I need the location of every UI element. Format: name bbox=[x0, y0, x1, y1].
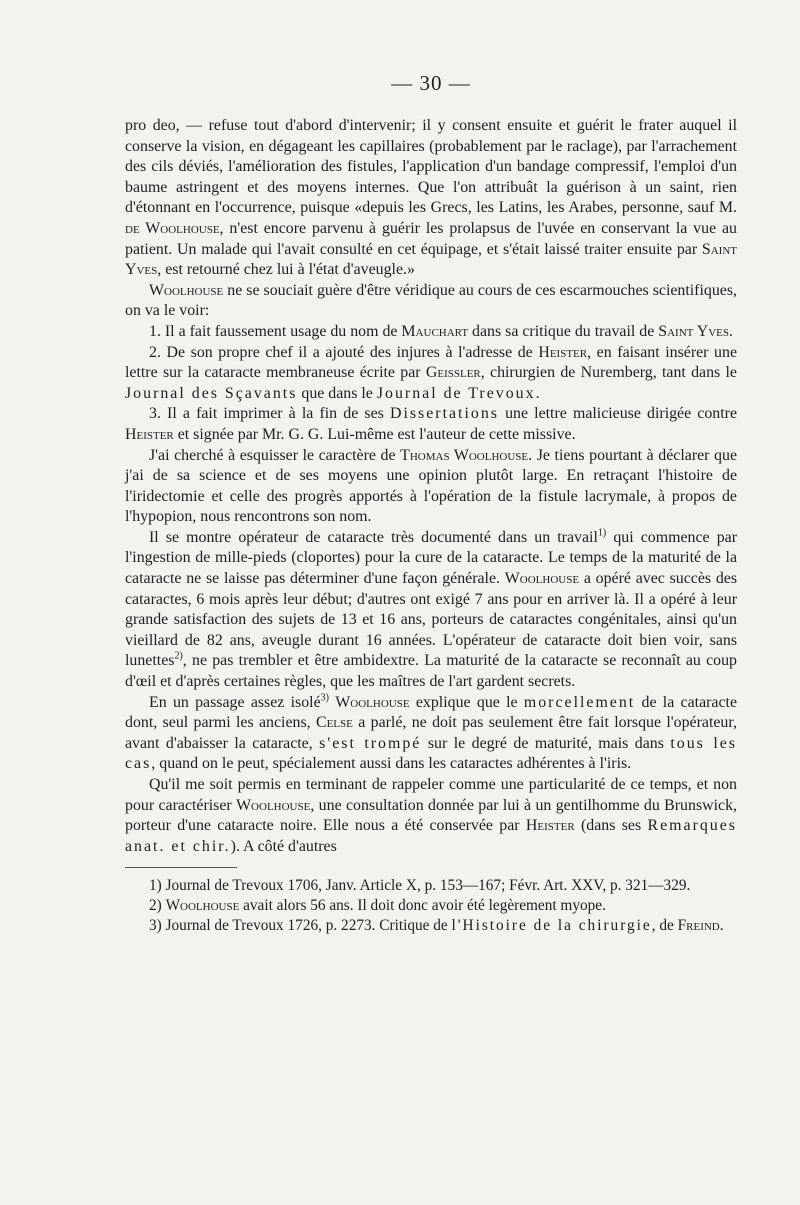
text-run: , une consultation donnée par lui à un gentilhomme du Brunswick, porteur d'une cataracte noire. Elle nous a été conservée par bbox=[125, 796, 737, 835]
text-run: ). A côté d'autres bbox=[230, 837, 337, 855]
footnotes bbox=[125, 876, 737, 935]
text-run: . Je tiens pourtant à déclarer que j'ai de sa science et de ses moyens une opinion plutôt large. En retraçant l'histoire de l'iridectomie et celle des progrès apportés à l'opération de la fistule lacrymale, à propos de l'hypopion, nous rencontrons son nom. bbox=[125, 446, 737, 526]
title-spaced: l'Histoire de la chirurgie bbox=[451, 916, 652, 934]
text-run: . bbox=[719, 916, 724, 934]
text-run: (dans ses bbox=[574, 817, 648, 835]
footnote bbox=[125, 876, 737, 896]
text-run: a parlé, ne doit pas seulement être fait lorsque l'opérateur, avant d'abaisser la cataracte, bbox=[125, 714, 737, 752]
paragraph bbox=[125, 116, 737, 281]
text-run: , ne pas trembler et être ambidextre. La maturité de la cataracte se reconnaît au coup d'œil et d'après certaines règles, que les maîtres de l'art gardent secrets. bbox=[125, 652, 737, 691]
name-smallcaps: Saint Yves bbox=[658, 322, 729, 340]
name-smallcaps: Heister bbox=[125, 425, 174, 443]
text-run: de la cataracte dont, seul parmi les anciens, bbox=[125, 693, 737, 732]
text-run: pro deo, — refuse tout d'abord d'intervenir; il y consent ensuite et guérit le frater auquel il conserve la vision, en dégageant les capillaires (probablement par le raclage), par l'arrachement des cils déviés, l'amélioration des fistules, l'application d'un bandage compressif, l'emploi d'un baume astringent et des moyens internes. Que l'on attribuât la guérison à un saint, rien d'étonnant en l'occurrence, puisque «depuis les Grecs, les Latins, les Arabes, personne, sauf M. bbox=[125, 117, 737, 217]
text-run: 1. Il a fait faussement usage du nom de bbox=[149, 322, 402, 340]
name-smallcaps: Thomas Woolhouse bbox=[400, 446, 529, 464]
paragraph bbox=[125, 322, 737, 343]
text-run: sur le degré de maturité, mais dans bbox=[421, 734, 671, 752]
name-smallcaps: Woolhouse bbox=[236, 796, 311, 814]
document-page bbox=[125, 70, 737, 936]
text-run: , est retourné chez lui à l'état d'aveugle.» bbox=[157, 261, 415, 279]
text-run: , chirurgien de Nuremberg, tant dans le bbox=[480, 364, 737, 382]
title-spaced: Dissertations bbox=[389, 405, 499, 423]
text-run: , de bbox=[651, 916, 678, 934]
name-smallcaps: Woolhouse bbox=[165, 897, 240, 915]
text-run: 2) bbox=[149, 897, 166, 915]
paragraph bbox=[125, 446, 737, 528]
title-spaced: s'est trompé bbox=[319, 734, 422, 752]
text-run: , quand on le peut, spécialement aussi dans les cataractes adhérentes à l'iris. bbox=[151, 755, 632, 773]
text-run: En un passage assez isolé bbox=[149, 693, 321, 711]
text-run: J'ai cherché à esquisser le caractère de bbox=[149, 446, 401, 464]
text-run: , en faisant insérer une lettre sur la cataracte membraneuse écrite par bbox=[125, 343, 738, 382]
page-number: — 30 — bbox=[391, 71, 471, 95]
text-run: explique que le bbox=[409, 693, 524, 711]
paragraph bbox=[125, 404, 737, 445]
text-run: . bbox=[535, 384, 540, 402]
paragraph bbox=[125, 281, 737, 322]
title-spaced: tous les cas bbox=[125, 734, 737, 773]
text-run: Qu'il me soit permis en terminant de rappeler comme une particularité de ce temps, et non pour caractériser bbox=[125, 776, 737, 814]
name-smallcaps: Celse bbox=[315, 714, 353, 732]
text-run: que dans le bbox=[297, 384, 377, 402]
text-run: et signée par Mr. G. G. Lui-même est l'auteur de cette missive. bbox=[173, 425, 576, 443]
name-smallcaps: Freind bbox=[677, 916, 720, 934]
text-run: 1) Journal de Trevoux 1706, Janv. Article X, p. 153—167; Févr. Art. XXV, p. 321—329. bbox=[149, 877, 691, 895]
title-spaced: Remarques anat. et chir. bbox=[125, 817, 737, 855]
footnote-separator bbox=[125, 867, 237, 868]
text-run: 2. De son propre chef il a ajouté des injures à l'adresse de bbox=[149, 343, 539, 361]
text-run: 3) Journal de Trevoux 1726, p. 2273. Critique de bbox=[149, 916, 452, 934]
text-run: 3. Il a fait imprimer à la fin de ses bbox=[149, 405, 390, 423]
footnote-ref: 2) bbox=[174, 651, 183, 663]
text-run: avait alors 56 ans. Il doit donc avoir été legèrement myope. bbox=[239, 897, 606, 915]
footnote bbox=[125, 916, 737, 936]
name-smallcaps: Geissler bbox=[425, 364, 481, 382]
footnote-ref: 1) bbox=[597, 527, 607, 539]
name-smallcaps: Heister bbox=[538, 343, 588, 361]
text-run: . bbox=[729, 322, 733, 340]
text-run: qui commence par l'ingestion de mille-pieds (cloportes) pour la cure de la cataracte. Le temps de la maturité de la cataracte ne se laisse pas déterminer d'une façon générale. bbox=[125, 528, 737, 588]
paragraph bbox=[125, 528, 737, 693]
body-text bbox=[125, 116, 737, 857]
name-smallcaps: Woolhouse bbox=[504, 570, 580, 588]
text-run: dans sa critique du travail de bbox=[468, 322, 659, 340]
text-run: ne se souciait guère d'être véridique au cours de ces escarmouches scientifiques, on va le voir: bbox=[125, 281, 737, 320]
name-smallcaps: Woolhouse bbox=[335, 693, 410, 711]
text-run: a opéré avec succès des cataractes, 6 mois après leur début; d'autres ont exigé 7 ans pour en arriver là. Il a opéré à leur grande satisfaction des sujets de 13 et 16 ans, porteurs de cataractes congénitales, ainsi qu'un vieillard de 82 ans, aveugle durant 16 années. L'opérateur de cataracte doit bien voir, sans lunettes bbox=[125, 570, 738, 670]
title-spaced: Journal des Sçavants bbox=[125, 384, 298, 402]
name-smallcaps: Saint Yves bbox=[125, 240, 737, 279]
name-smallcaps: de Woolhouse bbox=[125, 219, 220, 237]
text-run: , n'est encore parvenu à guérir les prolapsus de l'uvée en conservant la vue au patient. Un malade qui l'avait consulté en cet équipage, et s'était laissé traiter ensuite par bbox=[125, 219, 738, 258]
title-spaced: morcellement bbox=[523, 693, 636, 711]
footnote bbox=[125, 896, 737, 916]
text-run: Il se montre opérateur de cataracte très documenté dans un travail bbox=[149, 528, 598, 546]
paragraph bbox=[125, 775, 737, 857]
paragraph bbox=[125, 343, 737, 405]
text-run: une lettre malicieuse dirigée contre bbox=[498, 405, 737, 423]
name-smallcaps: Mauchart bbox=[401, 322, 469, 340]
name-smallcaps: Woolhouse bbox=[149, 281, 224, 299]
name-smallcaps: Heister bbox=[525, 817, 575, 835]
footnote-ref: 3) bbox=[320, 692, 329, 704]
paragraph bbox=[125, 693, 737, 775]
title-spaced: Journal de Trevoux bbox=[376, 384, 536, 402]
